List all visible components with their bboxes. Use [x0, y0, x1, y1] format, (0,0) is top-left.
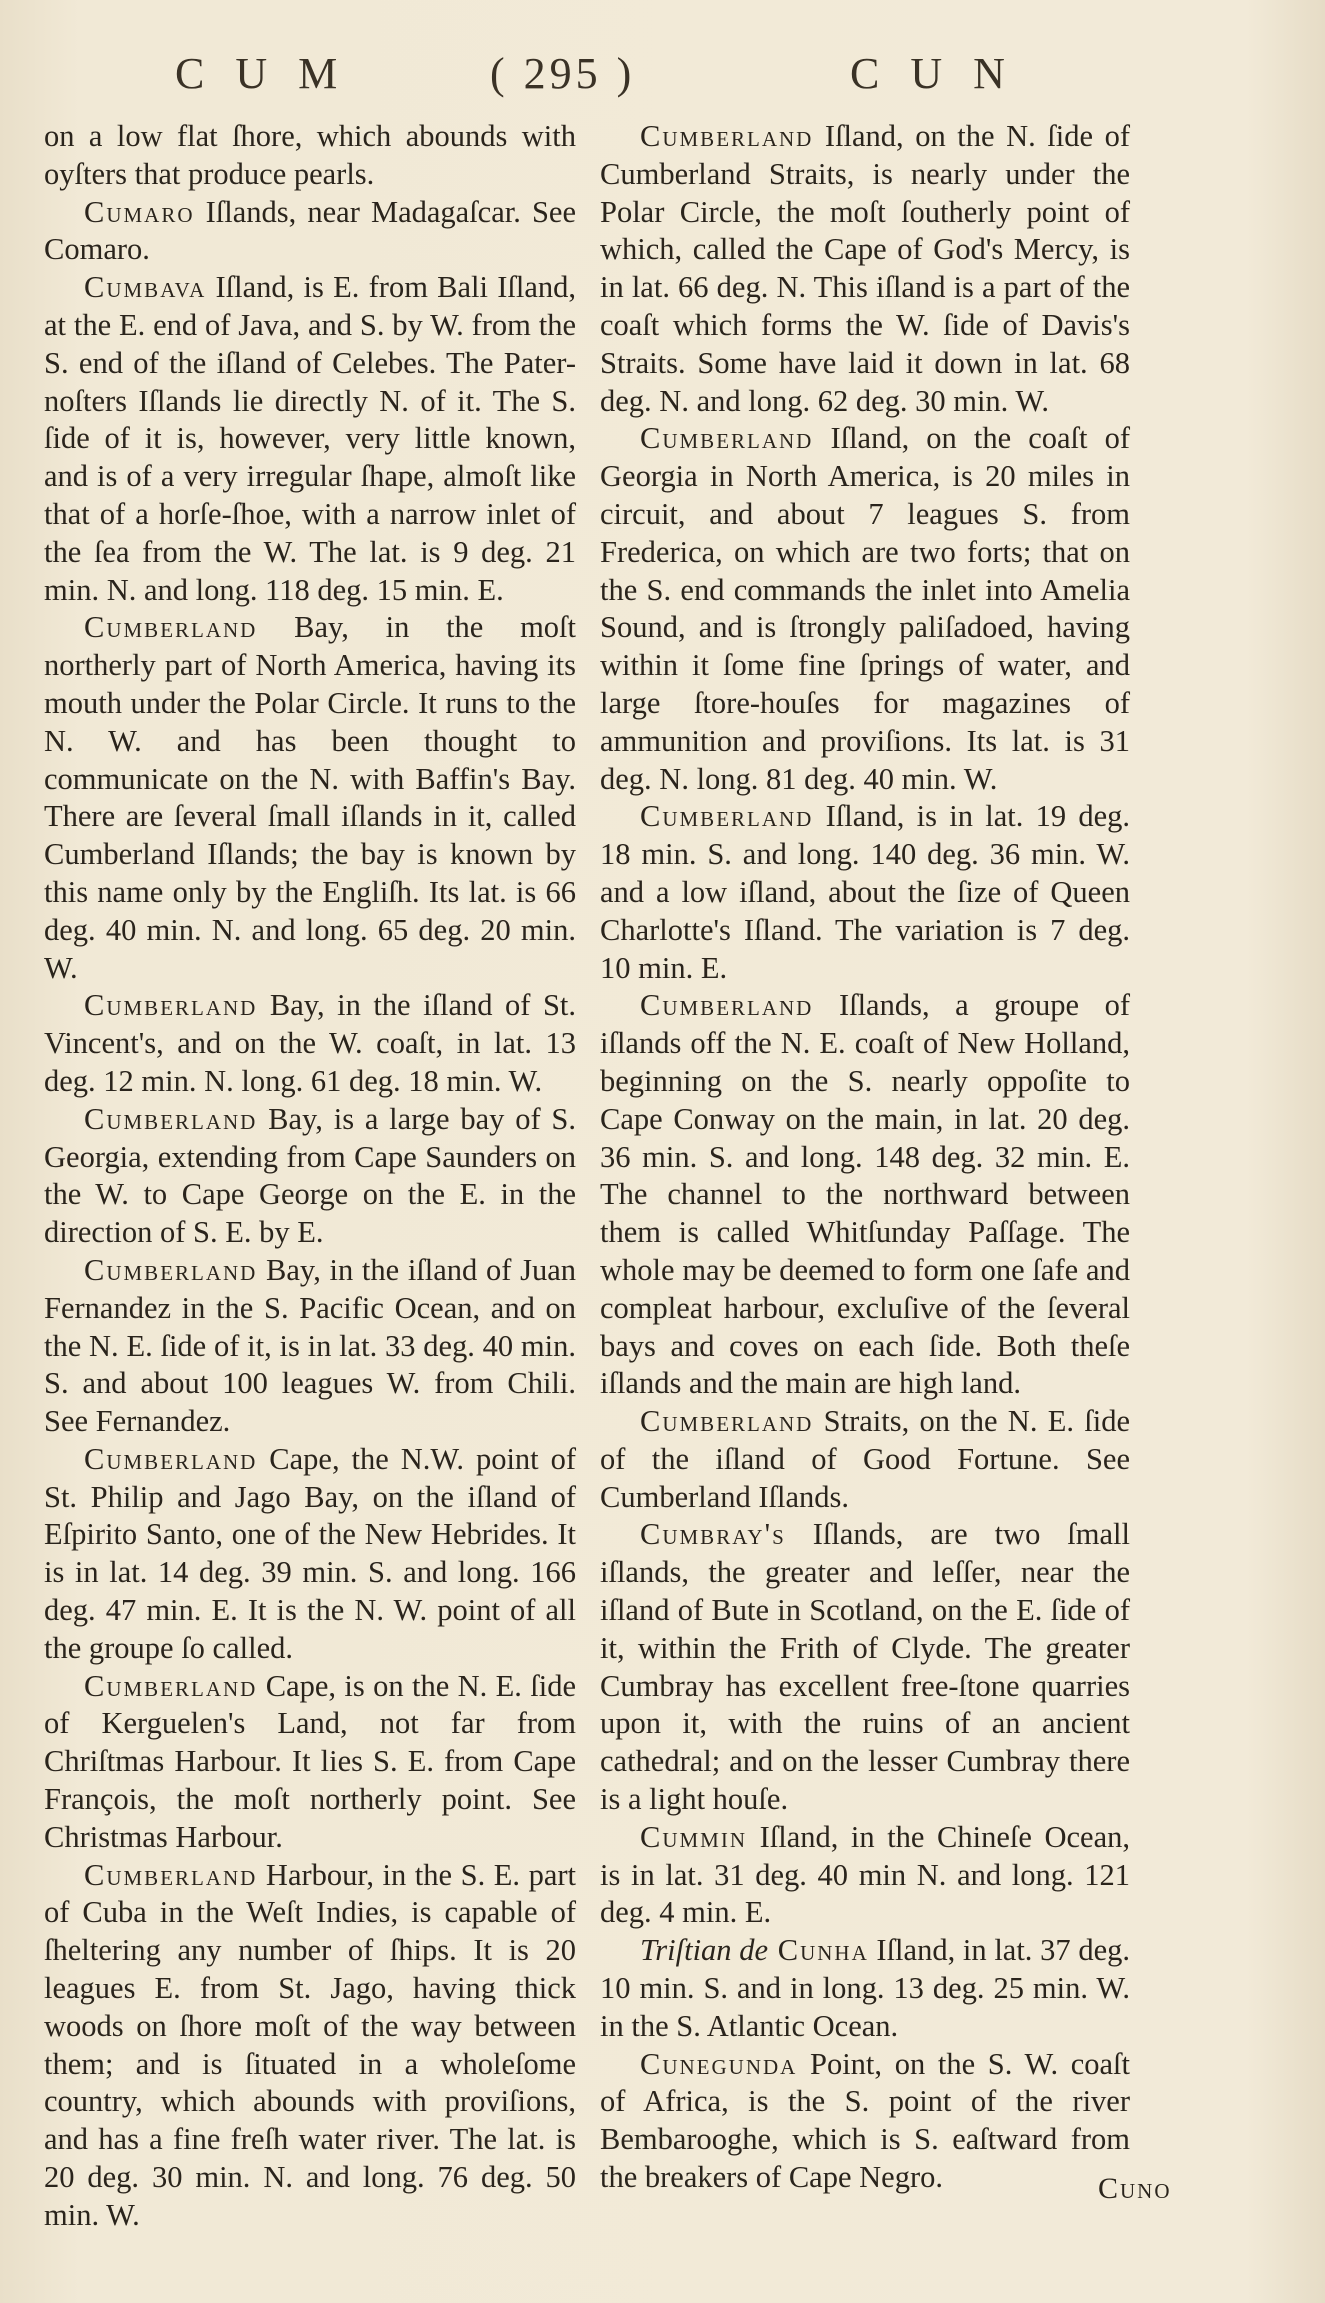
entry-headword: Cumaro [84, 194, 195, 229]
entry-text: Point, on the S. W. coaſt of Africa, is the S. point of the river Bembarooghe, which is S. eaſtward from the breakers of Cape Negro. [600, 2046, 1130, 2195]
entry-text: Harbour, in the S. E. part of Cuba in the Weſt Indies, is capable of ſheltering any number of ſhips. It is 20 leagues E. from St. Jago, having thick woods on ſhore moſt of the way between them; and is ſituated in a wholeſome country, which abounds with proviſions, and has a fine freſh water river. The lat. is 20 deg. 30 min. N. and long. 76 deg. 50 min. W. [44, 1857, 576, 2232]
dictionary-entry [600, 1516, 1130, 1818]
entry-headword-italic: Triſtian de [640, 1933, 769, 1968]
entry-headword: Cumberland [84, 1441, 258, 1476]
entry-text: Bay, in the iſland of Juan Fernandez in the S. Pacific Ocean, and on the N. E. ſide of it, is in lat. 33 deg. 40 min. S. and about 100 leagues W. from Chili. See Fernandez. [44, 1252, 576, 1439]
header-left: C U M [175, 49, 348, 98]
entry-text: Iſland, in the Chineſe Ocean, is in lat. 31 deg. 40 min N. and long. 121 deg. 4 min. E. [600, 1819, 1130, 1930]
dictionary-entry [44, 118, 576, 194]
right-column [600, 118, 1130, 2197]
dictionary-entry [600, 1932, 1130, 2045]
entry-text: Iſland, on the coaſt of Georgia in North America, is 20 miles in circuit, and about 7 leagues S. from Frederica, on which are two forts; that on the S. end commands the inlet into Amelia Sound, and is ſtrongly paliſadoed, having within it ſome fine ſprings of water, and large ſtore-houſes for magazines of ammunition and proviſions. Its lat. is 31 deg. N. long. 81 deg. 40 min. W. [600, 421, 1130, 796]
entry-text: Iſland, is in lat. 19 deg. 18 min. S. and long. 140 deg. 36 min. W. and a low iſland, about the ſize of Queen Charlotte's Iſland. The variation is 7 deg. 10 min. E. [600, 799, 1130, 985]
entry-headword: Cumbray's [640, 1517, 786, 1552]
entry-headword: Cumberland [84, 1668, 258, 1703]
page-number: ( 295 ) [490, 49, 636, 98]
dictionary-entry [44, 1668, 576, 1857]
catchword: Cuno [1098, 2172, 1172, 2205]
entry-text: Iſland, in lat. 37 deg. 10 min. S. and in long. 13 deg. 25 min. W. in the S. Atlantic Ocean. [600, 1933, 1130, 2043]
header-right: C U N [850, 49, 1015, 98]
entry-text: Cape, the N.W. point of St. Philip and Jago Bay, on the iſland of Eſpirito Santo, one of the New Hebrides. It is in lat. 14 deg. 39 min. S. and long. 166 deg. 47 min. E. It is the N. W. point of all the groupe ſo called. [44, 1441, 576, 1665]
dictionary-entry [600, 1403, 1130, 1516]
entry-headword: Cumberland [84, 1857, 258, 1892]
entry-headword: Cunha [768, 1933, 869, 1968]
entry-text: Iſlands, are two ſmall iſlands, the greater and leſſer, near the iſland of Bute in Scotland, on the E. ſide of it, within the Frith of Clyde. The greater Cumbray has excellent free-ſtone quarries upon it, with the ruins of an ancient cathedral; and on the lesser Cumbray there is a light houſe. [600, 1517, 1130, 1817]
dictionary-entry [600, 1819, 1130, 1932]
dictionary-entry [44, 194, 576, 270]
dictionary-entry [44, 1252, 576, 1441]
dictionary-entry [44, 987, 576, 1100]
entry-text: Straits, on the N. E. ſide of the iſland of Good Fortune. See Cumberland Iſlands. [600, 1404, 1130, 1514]
left-column [44, 118, 576, 2235]
dictionary-entry [600, 987, 1130, 1403]
dictionary-entry [44, 609, 576, 987]
dictionary-entry [44, 269, 576, 609]
entry-headword: Cumberland [640, 119, 814, 153]
entry-text: Iſlands, a groupe of iſlands off the N. E. coaſt of New Holland, beginning on the S. nearly oppoſite to Cape Conway on the main, in lat. 20 deg. 36 min. S. and long. 148 deg. 32 min. E. The channel to the northward between them is called Whitſunday Paſſage. The whole may be deemed to form one ſafe and compleat harbour, excluſive of the ſeveral bays and coves on each ſide. Both theſe iſlands and the main are high land. [600, 988, 1130, 1401]
entry-headword: Cumberland [84, 988, 258, 1023]
entry-headword: Cumberland [84, 1101, 258, 1136]
dictionary-entry [600, 420, 1130, 798]
dictionary-entry [600, 2046, 1130, 2197]
dictionary-entry [600, 118, 1130, 420]
entry-text: Bay, in the moſt northerly part of North America, having its mouth under the Polar Circle. It runs to the N. W. and has been thought to communicate on the N. with Baffin's Bay. There are ſeveral ſmall iſlands in it, called Cumberland Iſlands; the bay is known by this name only by the Engliſh. Its lat. is 66 deg. 40 min. N. and long. 65 deg. 20 min. W. [44, 610, 576, 985]
entry-headword: Cumberland [640, 988, 814, 1023]
entry-text: Bay, in the iſland of St. Vincent's, and on the W. coaſt, in lat. 13 deg. 12 min. N. long. 61 deg. 18 min. W. [44, 988, 576, 1098]
entry-headword: Cummin [640, 1819, 748, 1854]
entry-headword: Cumbava [84, 270, 207, 305]
dictionary-entry [44, 1441, 576, 1668]
dictionary-entry [44, 1857, 576, 2235]
entry-text: Bay, is a large bay of S. Georgia, extending from Cape Saunders on the W. to Cape George on the E. in the direction of S. E. by E. [44, 1101, 576, 1250]
entry-headword: Cumberland [640, 421, 814, 456]
entry-text: Cape, is on the N. E. ſide of Kerguelen's Land, not far from Chriſtmas Harbour. It lies S. E. from Cape François, the moſt northerly point. See Christmas Harbour. [44, 1668, 576, 1854]
dictionary-entry [600, 798, 1130, 987]
entry-text: Iſlands, near Madagaſcar. See Comaro. [44, 194, 576, 267]
entry-headword: Cumberland [84, 1252, 258, 1287]
entry-headword: Cumberland [640, 1404, 814, 1439]
entry-text: on a low flat ſhore, which abounds with oyſters that produce pearls. [44, 119, 576, 191]
dictionary-entry [44, 1101, 576, 1252]
running-header [0, 48, 1325, 108]
entry-text: Iſland, on the N. ſide of Cumberland Straits, is nearly under the Polar Circle, the moſt ſoutherly point of which, called the Cape of God's Mercy, is in lat. 66 deg. N. This iſland is a part of the coaſt which forms the W. ſide of Davis's Straits. Some have laid it down in lat. 68 deg. N. and long. 62 deg. 30 min. W. [600, 119, 1130, 418]
entry-text: Iſland, is E. from Bali Iſland, at the E. end of Java, and S. by W. from the S. end of the iſland of Celebes. The Pater-noſters Iſlands lie directly N. of it. The S. ſide of it is, however, very little known, and is of a very irregular ſhape, almoſt like that of a horſe-ſhoe, with a narrow inlet of the ſea from the W. The lat. is 9 deg. 21 min. N. and long. 118 deg. 15 min. E. [44, 270, 576, 607]
entry-headword: Cumberland [640, 799, 814, 834]
entry-headword: Cunegunda [640, 2046, 798, 2081]
entry-headword: Cumberland [84, 610, 258, 645]
